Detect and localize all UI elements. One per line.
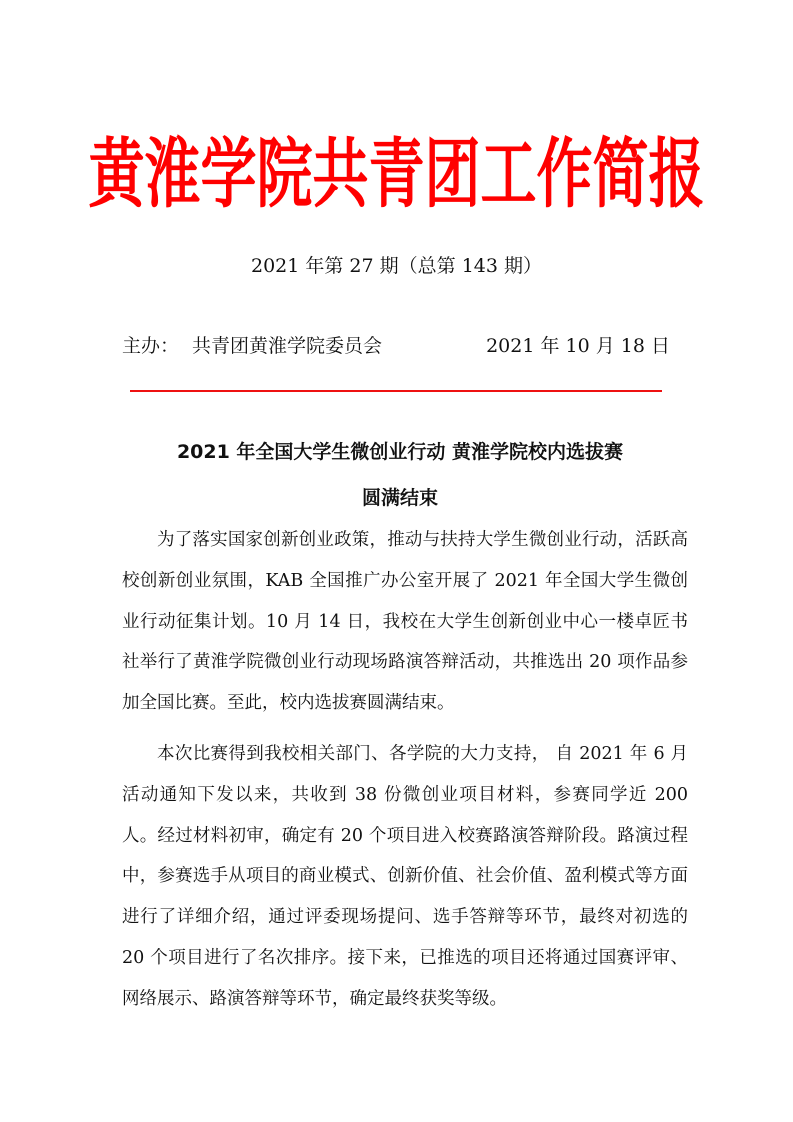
- article-title-line-1: 2021 年全国大学生微创业行动 黄淮学院校内选拔赛: [176, 441, 624, 463]
- sponsor-label: 主办：: [122, 335, 180, 357]
- publish-date: 2021 年 10 月 18 日: [486, 335, 670, 357]
- sponsor-row: [122, 331, 670, 361]
- sponsor-name: 共青团黄淮学院委员会: [192, 335, 383, 357]
- masthead-title: 黄淮学院共青团工作简报: [88, 129, 705, 219]
- sponsor-block: [122, 331, 382, 361]
- article-paragraph-1: 为了落实国家创新创业政策，推动与扶持大学生微创业行动，活跃高校创新创业氛围，KAB 全国推广办公室开展了 2021 年全国大学生微创业行动征集计划。10 月 14 日，我校在大学生创新创业中心一楼卓匠书社举行了黄淮学院微创业行动现场路演答辩活动，共推选出 20 项作品参加全国比赛。至此，校内选拔赛圆满结束。: [122, 530, 688, 714]
- issue-number: 2021 年第 27 期（总第 143 期）: [251, 255, 542, 277]
- article-title-line-2: 圆满结束: [361, 487, 438, 509]
- red-divider-line: [130, 390, 662, 392]
- article-paragraph-2: 本次比赛得到我校相关部门、各学院的大力支持， 自 2021 年 6 月活动通知下发以来，共收到 38 份微创业项目材料，参赛同学近 200 人。经过材料初审，确定有 20 个项目进入校赛路演答辩阶段。路演过程中，参赛选手从项目的商业模式、创新价值、社会价值、盈利模式等方面进行了详细介绍，通过评委现场提问、选手答辩等环节，最终对初选的 20 个项目进行了名次排序。接下来，已推选的项目还将通过国赛评审、网络展示、路演答辩等环节，确定最终获奖等级。: [122, 744, 688, 1009]
